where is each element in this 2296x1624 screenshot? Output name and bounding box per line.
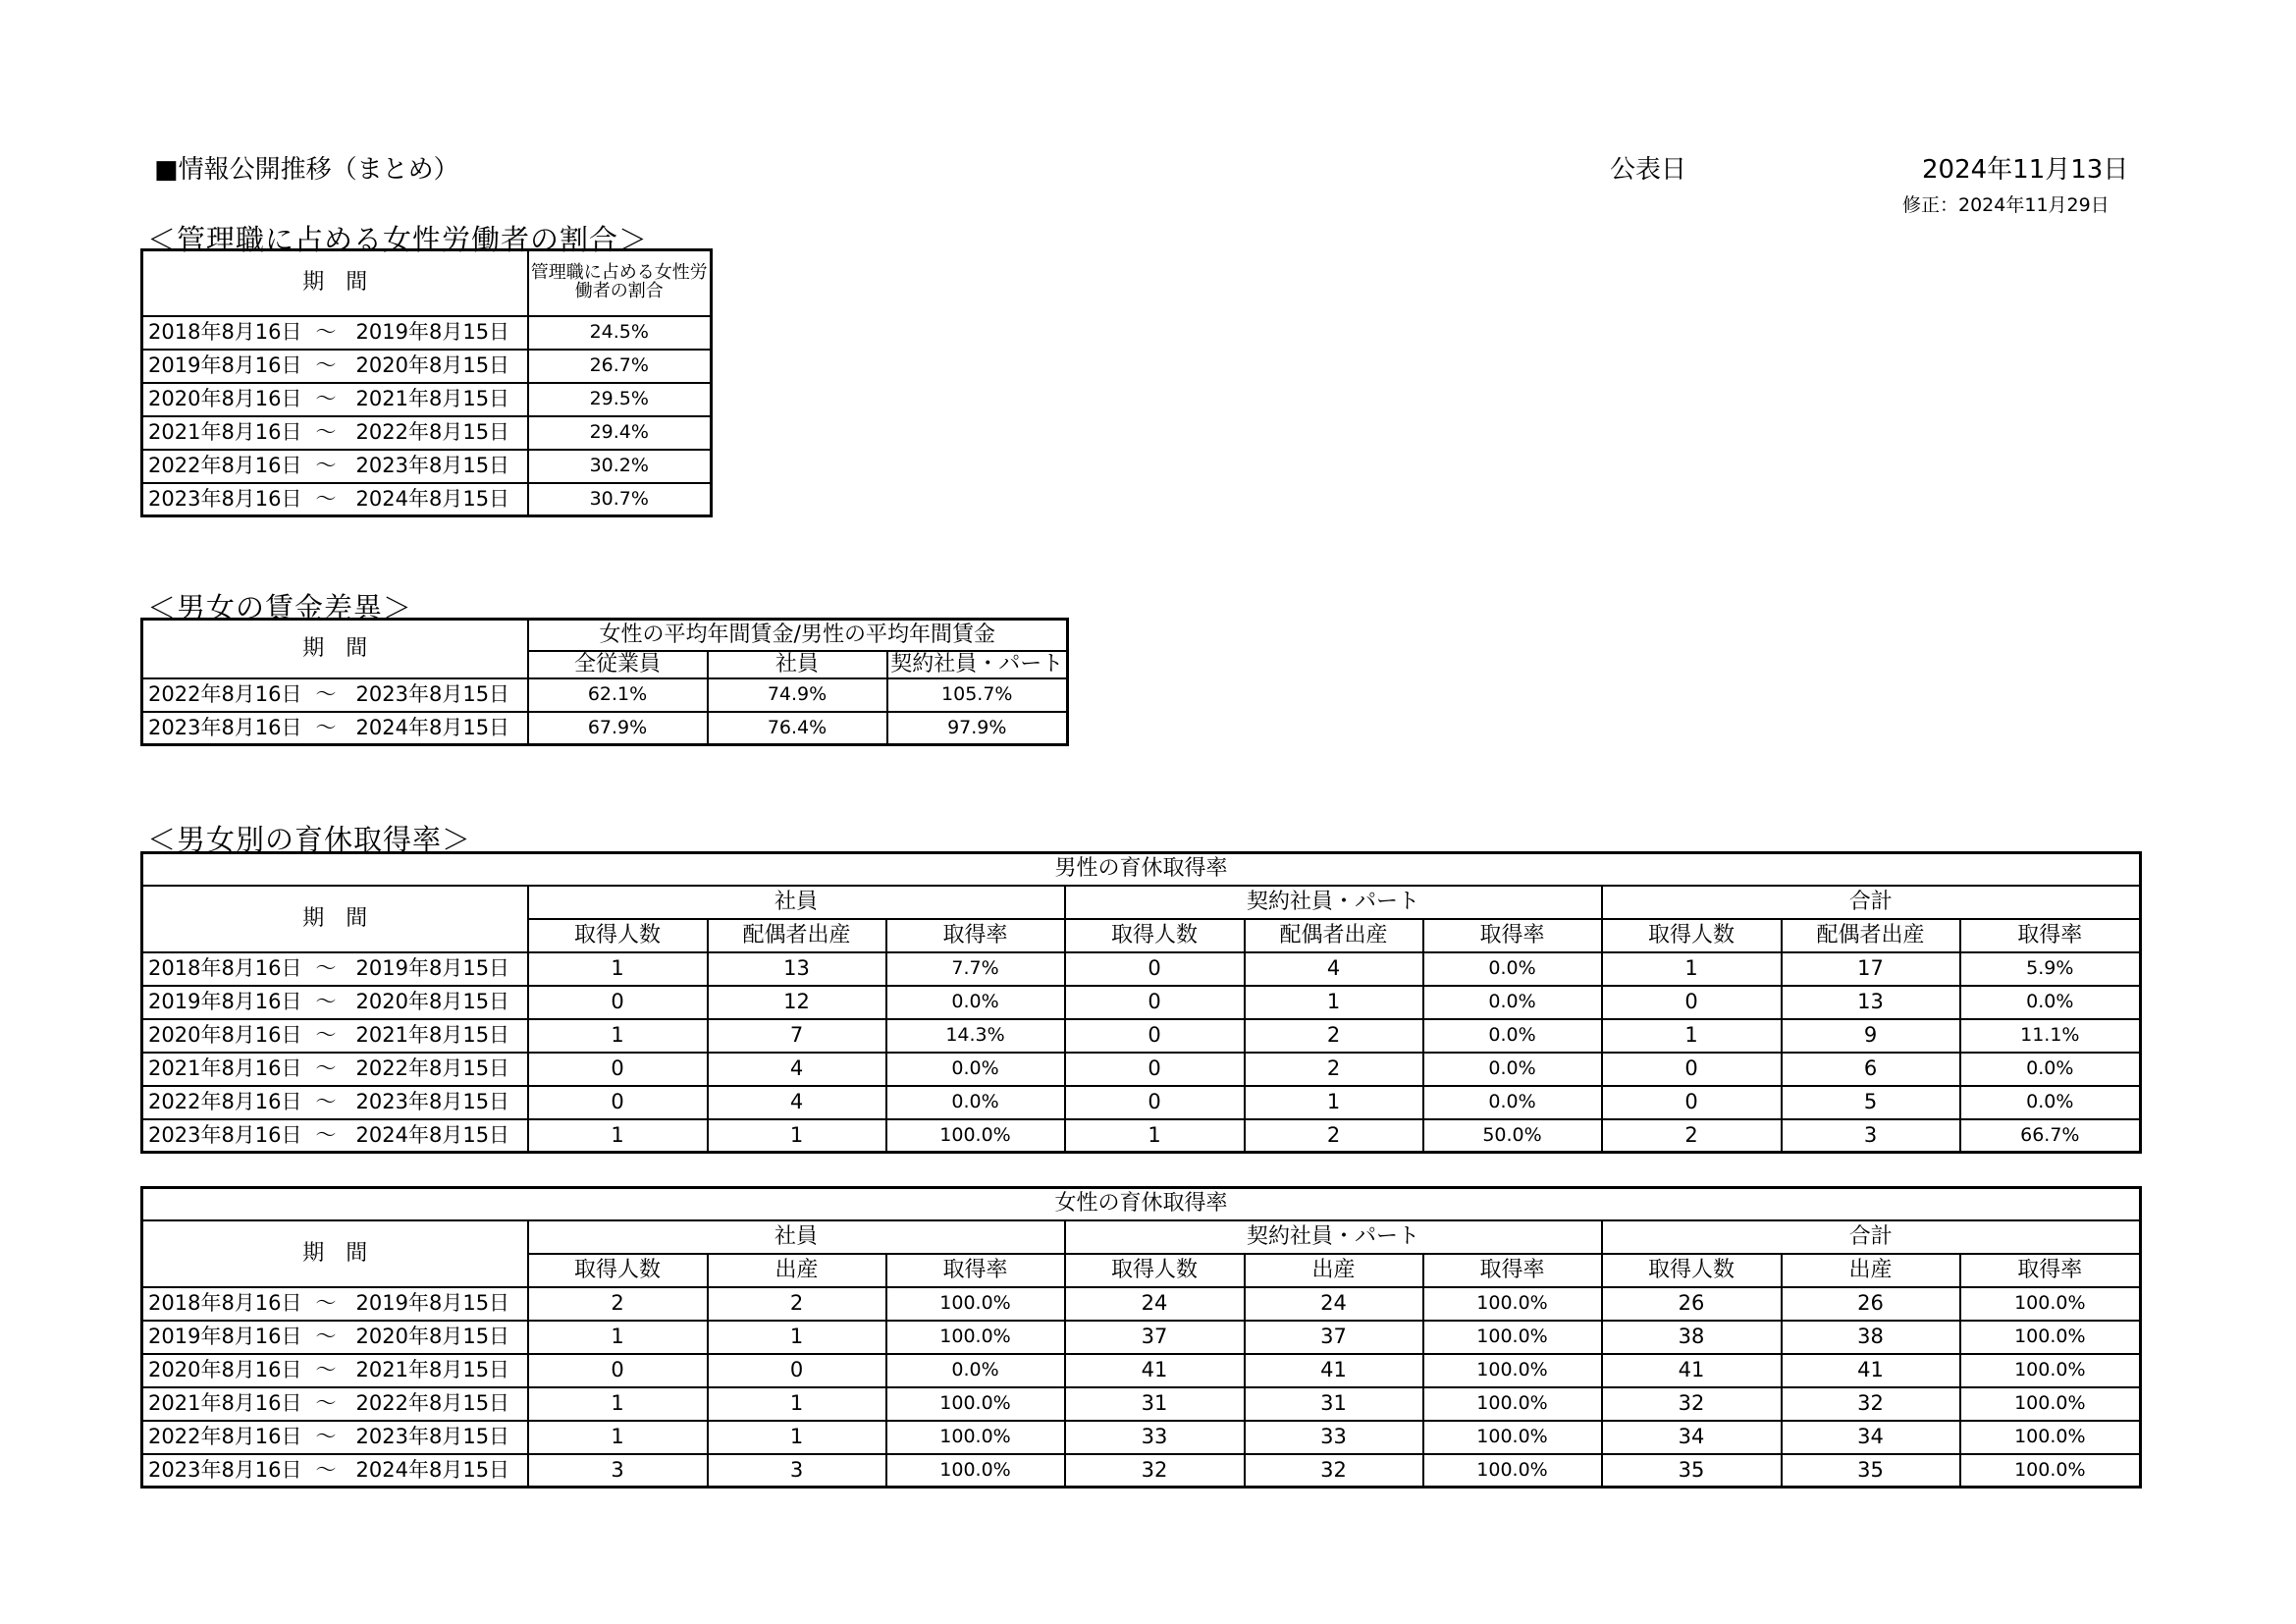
period-from: 2021年8月16日: [148, 1056, 302, 1080]
male-value-cell: 1: [1245, 1086, 1423, 1119]
period-from: 2023年8月16日: [148, 1457, 302, 1482]
female-value-cell: 100.0%: [886, 1454, 1065, 1488]
table-row: [142, 1354, 2141, 1387]
female-leave-table: [140, 1186, 2142, 1489]
period-cell: [142, 952, 528, 986]
wage-table: [140, 618, 1069, 746]
male-value-cell: 9: [1782, 1019, 1960, 1053]
female-subcol-header: 取得率: [1960, 1254, 2141, 1287]
period-tilde: 〜: [315, 990, 337, 1013]
period-tilde: 〜: [315, 1457, 337, 1482]
male-value-cell: 4: [708, 1053, 886, 1086]
table-row: [142, 483, 712, 516]
wage-value-cell: 105.7%: [887, 678, 1068, 712]
wage-group-header: 女性の平均年間賃金/男性の平均年間賃金: [528, 620, 1068, 651]
female-value-cell: 1: [708, 1387, 886, 1421]
female-value-cell: 100.0%: [1960, 1387, 2141, 1421]
period-cell: [142, 712, 528, 745]
male-value-cell: 66.7%: [1960, 1119, 2141, 1153]
female-value-cell: 100.0%: [1423, 1454, 1602, 1488]
table-row: [142, 416, 712, 450]
female-value-cell: 38: [1602, 1321, 1782, 1354]
period-cell: [142, 450, 528, 483]
period-tilde: 〜: [315, 1425, 337, 1448]
period-to: 2021年8月15日: [355, 1358, 510, 1381]
female-subcol-header: 取得人数: [1602, 1254, 1782, 1287]
wage-col-regular: 社員: [708, 651, 887, 678]
period-from: 2018年8月16日: [148, 320, 302, 344]
female-value-cell: 2: [528, 1287, 708, 1321]
male-value-cell: 0: [1602, 1086, 1782, 1119]
female-group-regular: 社員: [528, 1220, 1065, 1254]
female-value-cell: 34: [1782, 1421, 1960, 1454]
female-value-cell: 31: [1065, 1387, 1245, 1421]
period-cell: [142, 1119, 528, 1153]
period-to: 2022年8月15日: [355, 1056, 510, 1080]
male-value-cell: 0.0%: [1960, 986, 2141, 1019]
male-subcol-header: 配偶者出産: [1245, 919, 1423, 952]
wage-value-cell: 62.1%: [528, 678, 708, 712]
female-value-cell: 35: [1602, 1454, 1782, 1488]
female-value-cell: 26: [1602, 1287, 1782, 1321]
period-to: 2024年8月15日: [355, 715, 510, 739]
period-tilde: 〜: [315, 353, 337, 377]
male-value-cell: 1: [528, 1119, 708, 1153]
male-value-cell: 12: [708, 986, 886, 1019]
period-cell: [142, 986, 528, 1019]
period-from: 2021年8月16日: [148, 1391, 302, 1415]
period-cell: [142, 1421, 528, 1454]
female-subcol-header: 出産: [1782, 1254, 1960, 1287]
female-value-cell: 41: [1782, 1354, 1960, 1387]
female-value-cell: 100.0%: [886, 1321, 1065, 1354]
wage-value-cell: 67.9%: [528, 712, 708, 745]
period-tilde: 〜: [315, 1391, 337, 1415]
female-value-cell: 3: [528, 1454, 708, 1488]
female-table-title: 女性の育休取得率: [142, 1188, 2141, 1220]
female-value-cell: 100.0%: [1960, 1454, 2141, 1488]
male-value-cell: 0: [1065, 986, 1245, 1019]
female-value-cell: 100.0%: [1423, 1387, 1602, 1421]
male-value-cell: 0.0%: [1423, 952, 1602, 986]
female-value-cell: 35: [1782, 1454, 1960, 1488]
period-from: 2022年8月16日: [148, 682, 302, 706]
period-cell: [142, 1387, 528, 1421]
female-value-cell: 37: [1245, 1321, 1423, 1354]
period-to: 2024年8月15日: [355, 1457, 510, 1482]
male-value-cell: 6: [1782, 1053, 1960, 1086]
document-title: ■情報公開推移（まとめ）: [154, 155, 459, 185]
period-to: 2021年8月15日: [355, 387, 510, 410]
male-leave-table: [140, 851, 2142, 1154]
male-value-cell: 0: [1065, 952, 1245, 986]
mgmt-period-header: 期 間: [142, 250, 528, 316]
period-cell: [142, 483, 528, 516]
female-value-cell: 33: [1065, 1421, 1245, 1454]
male-value-cell: 1: [1602, 1019, 1782, 1053]
female-subcol-header: 出産: [708, 1254, 886, 1287]
male-value-cell: 1: [1245, 986, 1423, 1019]
female-subcol-header: 取得率: [886, 1254, 1065, 1287]
male-value-cell: 7.7%: [886, 952, 1065, 986]
published-date: 2024年11月13日: [1922, 155, 2129, 185]
table-row: [142, 1287, 2141, 1321]
ratio-cell: 30.2%: [528, 450, 712, 483]
female-group-total: 合計: [1602, 1220, 2141, 1254]
period-from: 2018年8月16日: [148, 956, 302, 980]
male-value-cell: 0.0%: [886, 1086, 1065, 1119]
period-to: 2022年8月15日: [355, 420, 510, 444]
period-to: 2019年8月15日: [355, 956, 510, 980]
male-value-cell: 0.0%: [1423, 1053, 1602, 1086]
period-cell: [142, 1086, 528, 1119]
period-from: 2022年8月16日: [148, 454, 302, 477]
male-value-cell: 5: [1782, 1086, 1960, 1119]
period-cell: [142, 1053, 528, 1086]
period-to: 2023年8月15日: [355, 454, 510, 477]
female-group-contract: 契約社員・パート: [1065, 1220, 1602, 1254]
period-cell: [142, 678, 528, 712]
period-cell: [142, 1287, 528, 1321]
period-to: 2024年8月15日: [355, 1122, 510, 1147]
leave-section-title: ＜男女別の育休取得率＞: [147, 823, 472, 856]
period-tilde: 〜: [315, 1291, 337, 1315]
female-value-cell: 26: [1782, 1287, 1960, 1321]
female-subcol-header: 取得人数: [528, 1254, 708, 1287]
male-value-cell: 4: [1245, 952, 1423, 986]
period-from: 2018年8月16日: [148, 1291, 302, 1315]
male-value-cell: 13: [1782, 986, 1960, 1019]
published-label: 公表日: [1610, 155, 1687, 185]
male-group-total: 合計: [1602, 886, 2141, 919]
male-value-cell: 0: [1602, 986, 1782, 1019]
male-value-cell: 7: [708, 1019, 886, 1053]
male-subcol-header: 取得人数: [528, 919, 708, 952]
table-row: [142, 1053, 2141, 1086]
male-value-cell: 0: [1065, 1019, 1245, 1053]
female-value-cell: 41: [1065, 1354, 1245, 1387]
male-value-cell: 1: [528, 952, 708, 986]
male-value-cell: 0.0%: [1423, 986, 1602, 1019]
period-cell: [142, 316, 528, 350]
period-to: 2024年8月15日: [355, 486, 510, 511]
male-value-cell: 0.0%: [1960, 1086, 2141, 1119]
male-value-cell: 17: [1782, 952, 1960, 986]
male-value-cell: 14.3%: [886, 1019, 1065, 1053]
period-tilde: 〜: [315, 387, 337, 410]
female-value-cell: 24: [1245, 1287, 1423, 1321]
female-value-cell: 41: [1245, 1354, 1423, 1387]
female-value-cell: 0: [528, 1354, 708, 1387]
wage-value-cell: 74.9%: [708, 678, 887, 712]
female-value-cell: 32: [1602, 1387, 1782, 1421]
period-cell: [142, 1454, 528, 1488]
female-value-cell: 100.0%: [1960, 1321, 2141, 1354]
period-from: 2021年8月16日: [148, 420, 302, 444]
period-to: 2020年8月15日: [355, 1325, 510, 1348]
period-tilde: 〜: [315, 320, 337, 344]
wage-section-title: ＜男女の賃金差異＞: [147, 591, 413, 624]
table-row: [142, 1119, 2141, 1153]
female-value-cell: 100.0%: [1423, 1287, 1602, 1321]
female-value-cell: 1: [528, 1421, 708, 1454]
male-value-cell: 2: [1245, 1119, 1423, 1153]
male-value-cell: 1: [708, 1119, 886, 1153]
ratio-cell: 24.5%: [528, 316, 712, 350]
male-table-title: 男性の育休取得率: [142, 853, 2141, 886]
female-value-cell: 100.0%: [1423, 1354, 1602, 1387]
male-subcol-header: 取得率: [1960, 919, 2141, 952]
female-value-cell: 38: [1782, 1321, 1960, 1354]
period-tilde: 〜: [315, 1122, 337, 1147]
male-value-cell: 0: [528, 1086, 708, 1119]
male-group-regular: 社員: [528, 886, 1065, 919]
female-value-cell: 100.0%: [1960, 1421, 2141, 1454]
female-subcol-header: 出産: [1245, 1254, 1423, 1287]
male-group-contract: 契約社員・パート: [1065, 886, 1602, 919]
table-row: [142, 316, 712, 350]
female-value-cell: 100.0%: [1960, 1354, 2141, 1387]
period-tilde: 〜: [315, 454, 337, 477]
period-tilde: 〜: [315, 486, 337, 511]
female-value-cell: 37: [1065, 1321, 1245, 1354]
wage-period-header: 期 間: [142, 620, 528, 678]
female-value-cell: 100.0%: [1423, 1321, 1602, 1354]
wage-col-all: 全従業員: [528, 651, 708, 678]
female-value-cell: 100.0%: [1423, 1421, 1602, 1454]
male-value-cell: 1: [528, 1019, 708, 1053]
male-subcol-header: 取得率: [1423, 919, 1602, 952]
period-tilde: 〜: [315, 682, 337, 706]
period-to: 2023年8月15日: [355, 1425, 510, 1448]
female-value-cell: 33: [1245, 1421, 1423, 1454]
mgmt-ratio-header: 管理職に占める女性労働者の割合: [528, 250, 712, 316]
table-row: [142, 1321, 2141, 1354]
ratio-cell: 30.7%: [528, 483, 712, 516]
period-from: 2022年8月16日: [148, 1425, 302, 1448]
male-subcol-header: 配偶者出産: [1782, 919, 1960, 952]
male-value-cell: 50.0%: [1423, 1119, 1602, 1153]
male-value-cell: 5.9%: [1960, 952, 2141, 986]
male-value-cell: 0.0%: [886, 986, 1065, 1019]
table-row: [142, 712, 1068, 745]
female-value-cell: 31: [1245, 1387, 1423, 1421]
period-cell: [142, 1354, 528, 1387]
female-value-cell: 100.0%: [886, 1287, 1065, 1321]
table-row: [142, 383, 712, 416]
male-value-cell: 100.0%: [886, 1119, 1065, 1153]
table-row: [142, 1086, 2141, 1119]
table-row: [142, 450, 712, 483]
male-value-cell: 2: [1245, 1019, 1423, 1053]
female-value-cell: 100.0%: [886, 1387, 1065, 1421]
ratio-cell: 29.4%: [528, 416, 712, 450]
wage-col-contract: 契約社員・パート: [887, 651, 1068, 678]
period-from: 2020年8月16日: [148, 1023, 302, 1047]
male-value-cell: 1: [1065, 1119, 1245, 1153]
female-value-cell: 0: [708, 1354, 886, 1387]
period-from: 2019年8月16日: [148, 353, 302, 377]
male-subcol-header: 取得人数: [1602, 919, 1782, 952]
male-value-cell: 0.0%: [886, 1053, 1065, 1086]
period-cell: [142, 416, 528, 450]
period-from: 2023年8月16日: [148, 1122, 302, 1147]
male-value-cell: 3: [1782, 1119, 1960, 1153]
female-value-cell: 1: [528, 1321, 708, 1354]
mgmt-table: [140, 248, 713, 517]
period-to: 2022年8月15日: [355, 1391, 510, 1415]
period-tilde: 〜: [315, 715, 337, 739]
period-to: 2021年8月15日: [355, 1023, 510, 1047]
male-value-cell: 0: [1065, 1086, 1245, 1119]
period-to: 2020年8月15日: [355, 353, 510, 377]
period-cell: [142, 383, 528, 416]
female-subcol-header: 取得人数: [1065, 1254, 1245, 1287]
ratio-cell: 26.7%: [528, 350, 712, 383]
table-row: [142, 350, 712, 383]
period-tilde: 〜: [315, 1325, 337, 1348]
period-to: 2023年8月15日: [355, 682, 510, 706]
male-value-cell: 13: [708, 952, 886, 986]
table-row: [142, 1387, 2141, 1421]
male-value-cell: 1: [1602, 952, 1782, 986]
male-value-cell: 11.1%: [1960, 1019, 2141, 1053]
female-value-cell: 100.0%: [1960, 1287, 2141, 1321]
period-to: 2019年8月15日: [355, 1291, 510, 1315]
wage-value-cell: 97.9%: [887, 712, 1068, 745]
female-value-cell: 1: [708, 1321, 886, 1354]
period-cell: [142, 1019, 528, 1053]
female-value-cell: 32: [1782, 1387, 1960, 1421]
table-row: [142, 678, 1068, 712]
period-tilde: 〜: [315, 1358, 337, 1381]
female-value-cell: 3: [708, 1454, 886, 1488]
period-from: 2022年8月16日: [148, 1090, 302, 1113]
female-period-header: 期 間: [142, 1220, 528, 1287]
table-row: [142, 1454, 2141, 1488]
period-to: 2019年8月15日: [355, 320, 510, 344]
table-row: [142, 1421, 2141, 1454]
period-from: 2019年8月16日: [148, 1325, 302, 1348]
male-value-cell: 0: [1065, 1053, 1245, 1086]
male-value-cell: 0.0%: [1960, 1053, 2141, 1086]
male-value-cell: 2: [1245, 1053, 1423, 1086]
male-subcol-header: 配偶者出産: [708, 919, 886, 952]
period-from: 2020年8月16日: [148, 387, 302, 410]
period-tilde: 〜: [315, 956, 337, 980]
female-value-cell: 0.0%: [886, 1354, 1065, 1387]
female-subcol-header: 取得率: [1423, 1254, 1602, 1287]
female-value-cell: 1: [528, 1387, 708, 1421]
male-subcol-header: 取得人数: [1065, 919, 1245, 952]
period-to: 2023年8月15日: [355, 1090, 510, 1113]
male-value-cell: 2: [1602, 1119, 1782, 1153]
male-value-cell: 0: [1602, 1053, 1782, 1086]
period-tilde: 〜: [315, 1090, 337, 1113]
male-subcol-header: 取得率: [886, 919, 1065, 952]
male-value-cell: 0.0%: [1423, 1086, 1602, 1119]
male-value-cell: 0: [528, 986, 708, 1019]
male-period-header: 期 間: [142, 886, 528, 952]
female-value-cell: 32: [1245, 1454, 1423, 1488]
period-from: 2020年8月16日: [148, 1358, 302, 1381]
period-from: 2023年8月16日: [148, 486, 302, 511]
mgmt-section-title: ＜管理職に占める女性労働者の割合＞: [147, 223, 649, 256]
table-row: [142, 1019, 2141, 1053]
period-tilde: 〜: [315, 420, 337, 444]
table-row: [142, 952, 2141, 986]
male-value-cell: 4: [708, 1086, 886, 1119]
male-value-cell: 0.0%: [1423, 1019, 1602, 1053]
period-from: 2023年8月16日: [148, 715, 302, 739]
female-value-cell: 34: [1602, 1421, 1782, 1454]
period-from: 2019年8月16日: [148, 990, 302, 1013]
period-cell: [142, 350, 528, 383]
female-value-cell: 32: [1065, 1454, 1245, 1488]
period-tilde: 〜: [315, 1056, 337, 1080]
male-value-cell: 0: [528, 1053, 708, 1086]
wage-value-cell: 76.4%: [708, 712, 887, 745]
female-value-cell: 1: [708, 1421, 886, 1454]
female-value-cell: 2: [708, 1287, 886, 1321]
table-row: [142, 986, 2141, 1019]
period-cell: [142, 1321, 528, 1354]
period-tilde: 〜: [315, 1023, 337, 1047]
female-value-cell: 41: [1602, 1354, 1782, 1387]
revised-date: 修正：2024年11月29日: [1902, 194, 2109, 216]
female-value-cell: 24: [1065, 1287, 1245, 1321]
female-value-cell: 100.0%: [886, 1421, 1065, 1454]
period-to: 2020年8月15日: [355, 990, 510, 1013]
ratio-cell: 29.5%: [528, 383, 712, 416]
